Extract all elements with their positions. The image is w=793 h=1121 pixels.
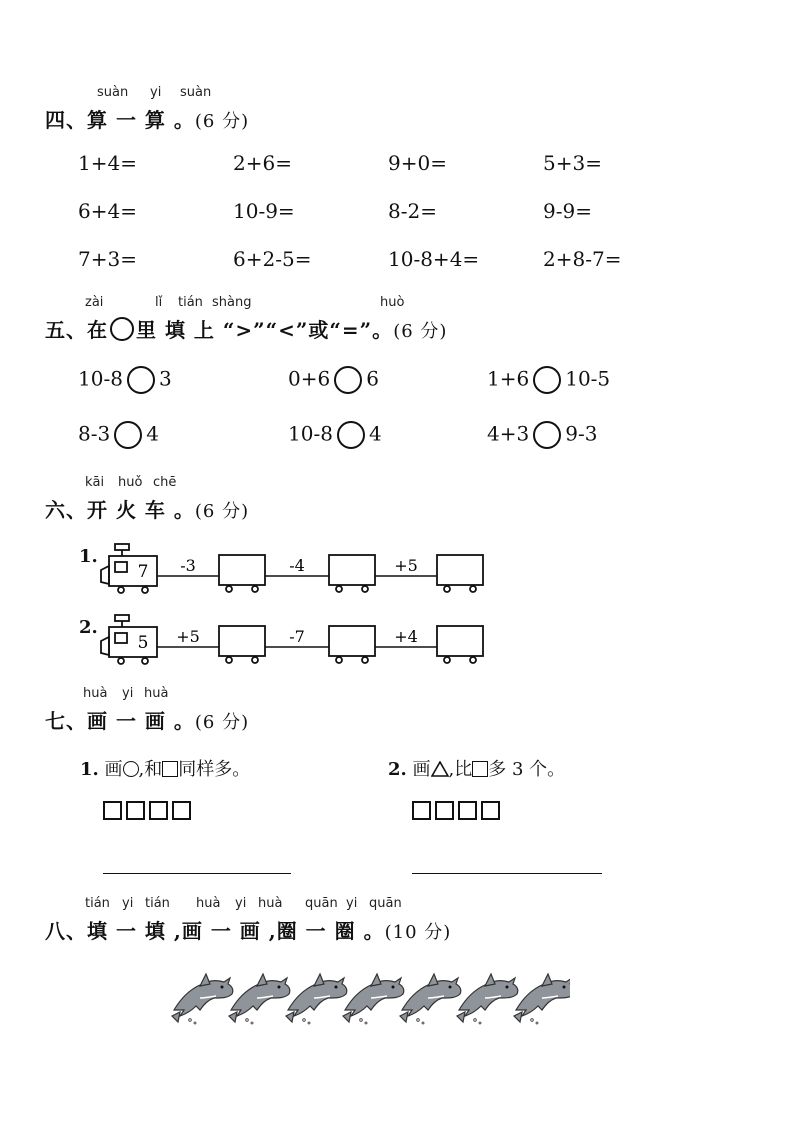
answer-circle[interactable] — [127, 366, 155, 394]
arith-problem: 6+2-5= — [233, 247, 312, 271]
dolphin-icon[interactable] — [286, 974, 347, 1024]
section-7-title: 七、画 一 画 。(6 分) — [45, 709, 250, 733]
arith-problem: 1+4= — [78, 151, 137, 175]
arith-problem: 10-8+4= — [388, 247, 480, 271]
triangle-icon — [431, 761, 449, 777]
arith-problem: 2+8-7= — [543, 247, 622, 271]
pinyin-zai: zài — [85, 295, 104, 310]
square-icon — [472, 761, 488, 777]
draw-question-1: 1. 画 ,和 同样多。 — [80, 759, 251, 780]
square-icon — [412, 801, 431, 820]
train-car-box[interactable] — [329, 555, 375, 592]
locomotive-icon — [101, 544, 157, 593]
answer-circle[interactable] — [337, 421, 365, 449]
answer-circle[interactable] — [114, 421, 142, 449]
train-2-label: 2. — [79, 617, 98, 638]
train-op: -7 — [289, 627, 305, 646]
pinyin-quan: quān — [305, 896, 338, 911]
pinyin-tian: tián — [85, 896, 110, 911]
square-group-2 — [412, 801, 504, 824]
pinyin-kai: kāi — [85, 475, 105, 490]
train-op: +4 — [394, 627, 418, 646]
comparison-item: 8-3 4 — [78, 421, 159, 449]
section-5-title: 五、在 里 填 上 “>”“<”或“=”。(6 分) — [45, 318, 448, 342]
square-icon — [481, 801, 500, 820]
train-car-box[interactable] — [219, 626, 265, 663]
comparison-item: 4+3 9-3 — [487, 421, 597, 449]
section-4-title: 四、算 一 算 。(6 分) — [45, 108, 250, 132]
pinyin-che: chē — [153, 475, 177, 490]
square-icon — [458, 801, 477, 820]
train-op: -4 — [289, 556, 305, 575]
comparison-item: 10-8 4 — [288, 421, 382, 449]
square-icon — [126, 801, 145, 820]
pinyin-yi: yi — [122, 896, 134, 911]
answer-circle[interactable] — [533, 421, 561, 449]
pinyin-quan: quān — [369, 896, 402, 911]
dolphin-icon[interactable] — [172, 974, 233, 1024]
dolphin-icon[interactable] — [457, 974, 518, 1024]
comparison-item: 0+6 6 — [288, 366, 379, 394]
arith-problem: 9-9= — [543, 199, 592, 223]
section-8-title: 八、填 一 填 ,画 一 画 ,圈 一 圈 。(10 分) — [45, 919, 452, 943]
locomotive-icon — [101, 615, 157, 664]
square-icon — [172, 801, 191, 820]
square-icon — [103, 801, 122, 820]
train-op: +5 — [176, 627, 200, 646]
answer-line-1[interactable] — [103, 873, 291, 874]
arith-problem: 6+4= — [78, 199, 137, 223]
arith-problem: 2+6= — [233, 151, 292, 175]
arith-problem: 5+3= — [543, 151, 602, 175]
square-icon — [149, 801, 168, 820]
square-icon — [162, 761, 178, 777]
arith-problem: 10-9= — [233, 199, 295, 223]
circle-icon — [110, 317, 134, 341]
pinyin-tian: tián — [178, 295, 203, 310]
square-group-1 — [103, 801, 195, 824]
pinyin-tian: tián — [145, 896, 170, 911]
arith-problem: 9+0= — [388, 151, 447, 175]
section-6-title: 六、开 火 车 。(6 分) — [45, 498, 250, 522]
draw-question-2: 2. 画 ,比 多 3 个。 — [388, 759, 566, 780]
pinyin-shang: shàng — [212, 295, 252, 310]
pinyin-yi: yi — [235, 896, 247, 911]
train-2 — [95, 609, 495, 665]
pinyin-hua: huà — [258, 896, 283, 911]
dolphin-icon[interactable] — [343, 974, 404, 1024]
train-1-label: 1. — [79, 546, 98, 567]
circle-icon — [123, 761, 139, 777]
pinyin-huo: huò — [380, 295, 405, 310]
dolphin-icon[interactable] — [400, 974, 461, 1024]
pinyin-suan: suàn — [97, 85, 129, 100]
dolphin-row — [170, 970, 570, 1030]
train-car-box[interactable] — [219, 555, 265, 592]
train-op: -3 — [180, 556, 196, 575]
train-car-box[interactable] — [437, 626, 483, 663]
pinyin-yi: yi — [122, 686, 134, 701]
arith-problem: 7+3= — [78, 247, 137, 271]
answer-circle[interactable] — [334, 366, 362, 394]
arith-problem: 8-2= — [388, 199, 437, 223]
comparison-item: 10-8 3 — [78, 366, 172, 394]
pinyin-huo: huǒ — [118, 475, 143, 490]
comparison-item: 1+6 10-5 — [487, 366, 610, 394]
train-1 — [95, 538, 495, 594]
pinyin-suan: suàn — [180, 85, 212, 100]
dolphin-icon[interactable] — [229, 974, 290, 1024]
pinyin-hua: huà — [144, 686, 169, 701]
answer-circle[interactable] — [533, 366, 561, 394]
train-op: +5 — [394, 556, 418, 575]
pinyin-yi: yi — [346, 896, 358, 911]
train-start-value: 7 — [137, 562, 149, 582]
pinyin-hua: huà — [83, 686, 108, 701]
train-car-box[interactable] — [437, 555, 483, 592]
dolphin-icon[interactable] — [514, 974, 570, 1024]
train-start-value: 5 — [137, 633, 149, 653]
pinyin-yi: yi — [150, 85, 162, 100]
answer-line-2[interactable] — [412, 873, 602, 874]
pinyin-li: lǐ — [155, 295, 163, 310]
train-car-box[interactable] — [329, 626, 375, 663]
pinyin-hua: huà — [196, 896, 221, 911]
square-icon — [435, 801, 454, 820]
